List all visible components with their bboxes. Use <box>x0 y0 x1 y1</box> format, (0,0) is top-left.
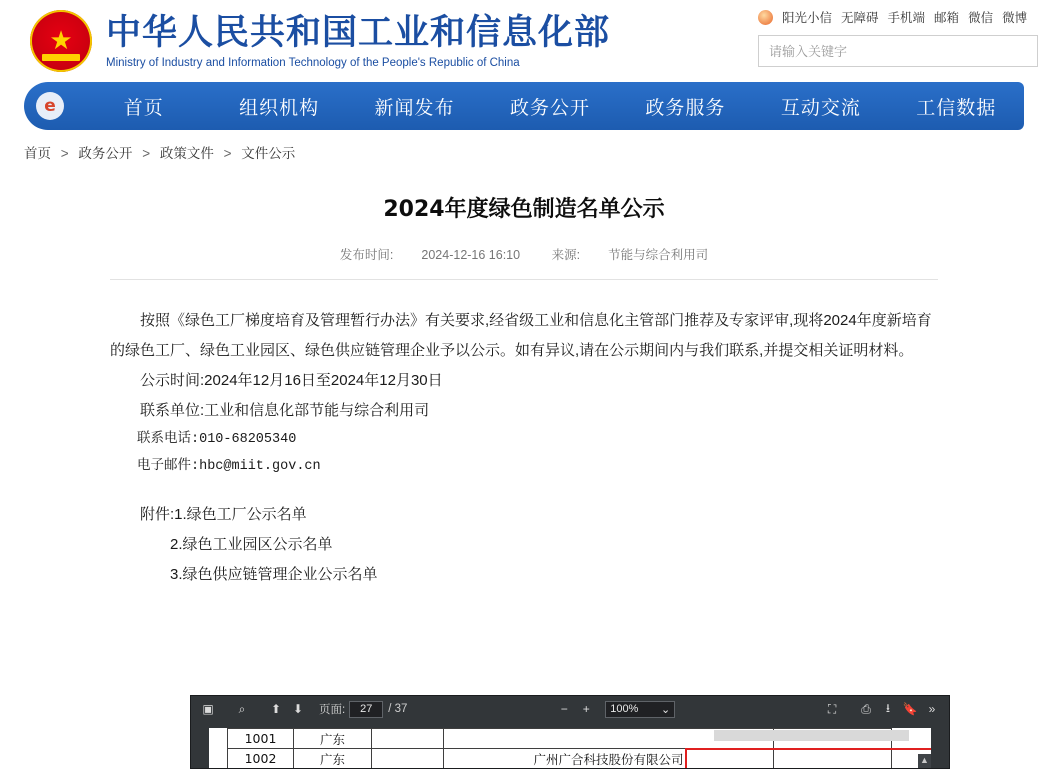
paragraph-3: 联系单位:工业和信息化部节能与综合利用司 <box>140 402 430 419</box>
paragraph-1: 按照《绿色工厂梯度培育及管理暂行办法》有关要求,经省级工业和信息化主管部门推荐及专家评审,现将2024年度新培育的绿色工厂、绿色工业园区、绿色供应链管理企业予以公示。如有异议,请在公示期间内与我们联系,并提交相关证明材料。 <box>110 312 932 359</box>
breadcrumb-separator: > <box>223 146 232 161</box>
article <box>110 192 938 590</box>
cell-company-name: 广州广合科技股份有限公司 <box>444 749 774 769</box>
attachments <box>110 500 938 590</box>
nav-logo-icon: e <box>36 92 64 120</box>
source-value: 节能与综合利用司 <box>608 248 709 262</box>
breadcrumb-separator: > <box>60 146 69 161</box>
header-right-panel <box>758 0 1048 82</box>
top-link-weibo[interactable]: 微博 <box>1002 11 1028 25</box>
pdf-page-content[interactable] <box>209 728 931 768</box>
nav-item-data[interactable]: 工信数据 <box>916 96 997 119</box>
cell-blank <box>372 749 444 769</box>
nav-logo[interactable] <box>24 92 76 120</box>
source-label: 来源: <box>551 248 581 262</box>
top-link-mail[interactable]: 邮箱 <box>934 11 960 25</box>
minus-icon[interactable]: − <box>560 702 568 716</box>
nav-item-organization[interactable]: 组织机构 <box>239 96 320 119</box>
top-link-wechat[interactable]: 微信 <box>968 11 994 25</box>
paragraph-2: 公示时间:2024年12月16日至2024年12月30日 <box>140 372 443 389</box>
article-meta <box>110 245 938 280</box>
search-input[interactable] <box>759 36 1037 66</box>
sidebar-toggle-icon[interactable]: ▣ <box>202 702 214 716</box>
chevron-down-icon: ⌄ <box>660 703 671 716</box>
article-body <box>110 306 938 590</box>
top-link-mobile[interactable]: 手机端 <box>887 11 926 25</box>
attachments-label: 附件: <box>140 506 175 523</box>
bookmark-icon[interactable]: 🔖 <box>902 702 918 716</box>
top-links <box>758 0 1048 26</box>
attachments-first-line <box>110 500 938 530</box>
print-icon[interactable]: ⎙ <box>861 701 871 716</box>
fullscreen-icon[interactable]: ⛶ <box>827 701 837 716</box>
nav-item-government-open[interactable]: 政务公开 <box>509 96 590 119</box>
top-link-accessibility[interactable]: 无障碍 <box>841 11 879 25</box>
pdf-viewer <box>190 695 950 769</box>
pdf-toolbar <box>191 696 949 722</box>
nav-item-interaction[interactable]: 互动交流 <box>780 96 861 119</box>
triangle-up-icon[interactable]: ▲ <box>920 755 929 765</box>
main-nav <box>24 82 1024 130</box>
breadcrumb <box>24 142 1048 162</box>
search-icon[interactable]: ⌕ <box>238 701 246 716</box>
publish-time-label: 发布时间: <box>339 248 394 262</box>
download-icon[interactable]: ⭳ <box>885 700 891 715</box>
attachment-item-3[interactable]: 3.绿色供应链管理企业公示名单 <box>170 566 378 583</box>
page-title: 2024年度绿色制造名单公示 <box>383 197 665 222</box>
site-title-en: Ministry of Industry and Information Technology of the People's Republic of China <box>106 57 520 70</box>
nav-item-home[interactable]: 首页 <box>123 96 164 119</box>
nav-item-news[interactable]: 新闻发布 <box>374 96 455 119</box>
redaction-bar <box>714 730 909 741</box>
site-header <box>0 0 1048 82</box>
nav-items <box>76 93 1024 120</box>
paragraph-4: 联系电话:010-68205340 <box>137 432 297 447</box>
breadcrumb-item-policy-docs[interactable]: 政策文件 <box>159 146 214 161</box>
nav-item-government-service[interactable]: 政务服务 <box>645 96 726 119</box>
arrow-down-icon[interactable]: ⬇ <box>292 702 304 716</box>
arrow-up-icon[interactable]: ⬆ <box>270 702 282 716</box>
cell-id: 1001 <box>228 729 294 749</box>
site-title-block <box>106 13 610 69</box>
top-link-sunshine[interactable]: 阳光小信 <box>782 11 833 25</box>
cell-id: 1002 <box>228 749 294 769</box>
attachment-item-1[interactable]: 1.绿色工厂公示名单 <box>174 506 307 523</box>
national-emblem-icon <box>30 10 92 72</box>
publish-time-value: 2024-12-16 16:10 <box>421 248 521 262</box>
page-total-label: / 37 <box>388 703 408 715</box>
page-number-input[interactable] <box>349 701 383 718</box>
zoom-select[interactable] <box>605 701 675 718</box>
zoom-value: 100% <box>610 703 639 715</box>
paragraph-5: 电子邮件:hbc@miit.gov.cn <box>137 459 321 474</box>
breadcrumb-separator: > <box>142 146 151 161</box>
cell-province: 广东 <box>294 729 372 749</box>
cell-province: 广东 <box>294 749 372 769</box>
search-box[interactable] <box>758 35 1038 67</box>
pdf-scrollbar[interactable] <box>918 754 931 768</box>
table-row <box>228 749 892 769</box>
cell-tail <box>774 749 892 769</box>
plus-icon[interactable]: + <box>582 702 590 716</box>
breadcrumb-item-government-open[interactable]: 政务公开 <box>78 146 133 161</box>
cell-blank <box>372 729 444 749</box>
page-label: 页面: <box>319 704 346 716</box>
attachment-item-2[interactable]: 2.绿色工业园区公示名单 <box>170 536 333 553</box>
chevron-double-right-icon[interactable]: » <box>928 702 936 716</box>
site-title-cn: 中华人民共和国工业和信息化部 <box>106 12 611 53</box>
sun-icon <box>758 10 773 25</box>
breadcrumb-item-doc-notice[interactable]: 文件公示 <box>241 146 296 161</box>
breadcrumb-item-home[interactable]: 首页 <box>24 146 51 161</box>
